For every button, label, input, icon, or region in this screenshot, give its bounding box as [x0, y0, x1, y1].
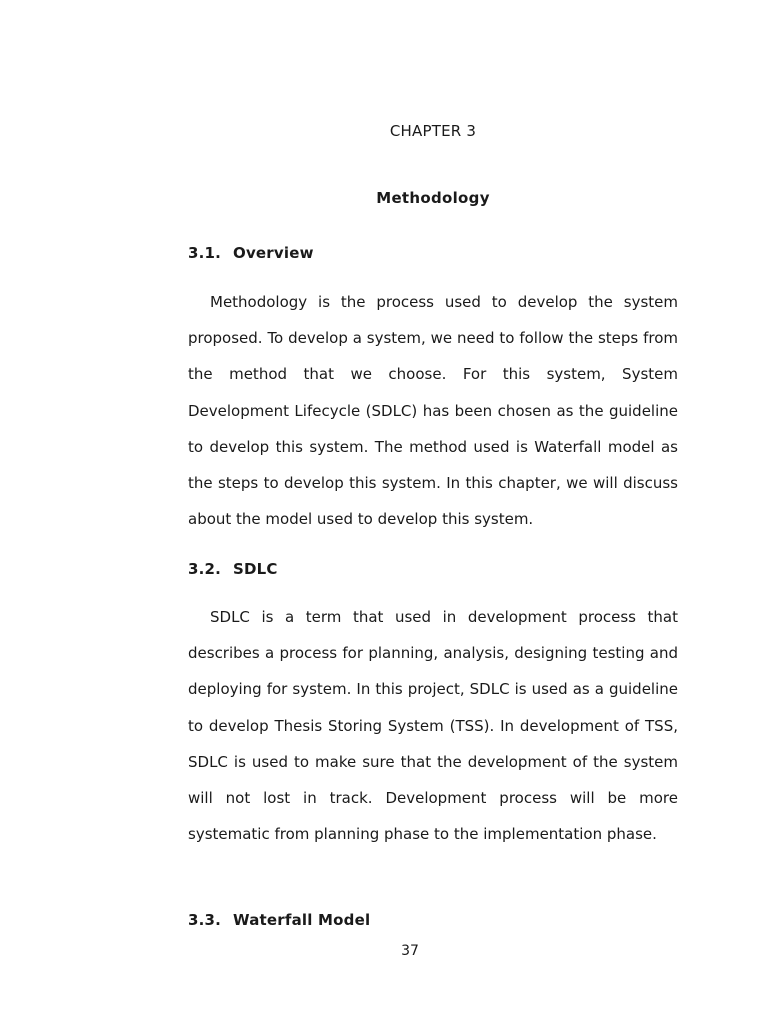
- section-title: SDLC: [233, 560, 278, 578]
- section-heading-sdlc: [188, 559, 678, 579]
- section-number: 3.2.: [188, 560, 222, 578]
- section-number: 3.1.: [188, 244, 222, 262]
- sdlc-paragraph: SDLC is a term that used in development process that describes a process for planning, analysis, designing testing and deploying for system. In this project, SDLC is used as a guideline to develop Thesis Storing System (TSS). In development of TSS, SDLC is used to make sure that the development of the system will not lost in track. Development process will be more systematic from planning phase to the implementation phase.: [188, 608, 678, 844]
- page-number: 37: [401, 943, 419, 959]
- section-heading-overview: [188, 243, 678, 263]
- section-number: 3.3.: [188, 911, 222, 929]
- chapter-title: CHAPTER 3: [389, 122, 477, 140]
- overview-paragraph: Methodology is the process used to develop the system proposed. To develop a system, we need to follow the steps from the method that we choose. For this system, System Development Lifecycle (SDLC) has been chosen as the guideline to develop this system. The method used is Waterfall model as the steps to develop this system. In this chapter, we will discuss about the model used to develop this system.: [188, 293, 678, 529]
- chapter-name: Methodology: [376, 189, 490, 207]
- section-title: Overview: [233, 244, 314, 262]
- section-title: Waterfall Model: [233, 911, 371, 929]
- section-heading-waterfall-model: [188, 910, 678, 930]
